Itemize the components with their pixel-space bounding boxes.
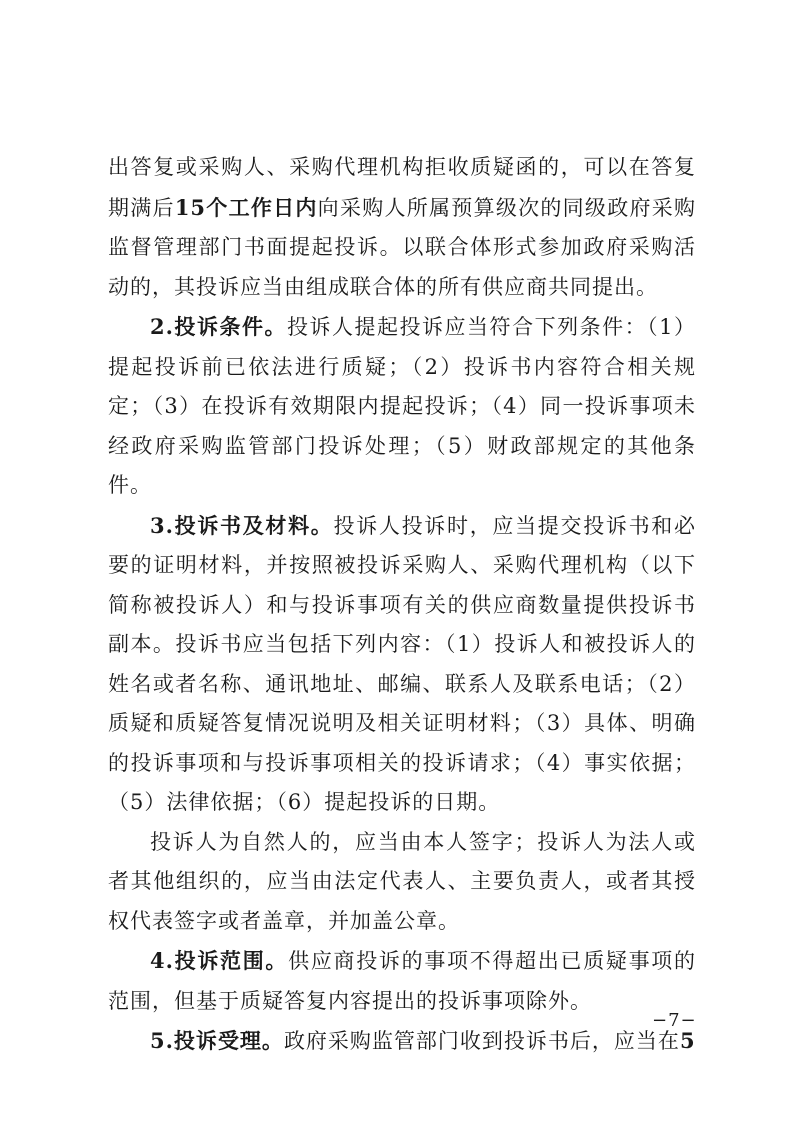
body-text: 出答复或采购人、采购代理机构拒收质疑函的，可以在答复期满后 <box>108 155 696 220</box>
paragraph-p5 <box>108 1021 696 1062</box>
bold-text: 3.投诉书及材料。 <box>150 512 334 538</box>
body-text: 向采购人所属预算级次的同级政府采购监督管理部门书面提起投诉。以联合体形式参加政府采购活动的，其投诉应当由组成联合体的所有供应商共同提出。 <box>108 195 697 299</box>
paragraph-p3 <box>108 823 696 942</box>
page-number: −7− <box>652 1010 697 1031</box>
paragraph-p1 <box>108 307 696 506</box>
bold-text: 2.投诉条件。 <box>150 314 287 339</box>
body-text: 投诉人提起投诉应当符合下列条件：（1）提起投诉前已依法进行质疑；（2）投诉书内容符合相关规定；（3）在投诉有效期限内提起投诉；（4）同一投诉事项未经政府采购监管部门投诉处理；（5）财政部规定的其他条件。 <box>108 315 696 497</box>
paragraph-p2 <box>108 506 696 823</box>
bold-text: 5 <box>679 1028 696 1053</box>
body-text: 政府采购监管部门收到投诉书后，应当在 <box>283 1029 680 1053</box>
body-text: 投诉人为自然人的，应当由本人签字；投诉人为法人或者其他组织的，应当由法定代表人、主要负责人，或者其授权代表签字或者盖章，并加盖公章。 <box>108 829 696 933</box>
bold-text: 15个工作日内 <box>174 194 318 220</box>
document-body <box>108 148 696 1062</box>
paragraph-p0 <box>108 148 696 307</box>
body-text: 投诉人投诉时，应当提交投诉书和必要的证明材料，并按照被投诉采购人、采购代理机构（以下简称被投诉人）和与投诉事项有关的供应商数量提供投诉书副本。投诉书应当包括下列内容：（1）投诉人和被投诉人的姓名或者名称、通讯地址、邮编、联系人及联系电话；（2）质疑和质疑答复情况说明及相关证明材料；（3）具体、明确的投诉事项和与投诉事项相关的投诉请求；（4）事实依据；（5）法律依据；（6）提起投诉的日期。 <box>108 513 696 814</box>
body-text: 供应商投诉的事项不得超出已质疑事项的范围，但基于质疑答复内容提出的投诉事项除外。 <box>108 949 696 1013</box>
bold-text: 4.投诉范围。 <box>150 948 289 973</box>
paragraph-p4 <box>108 941 696 1021</box>
bold-text: 5.投诉受理。 <box>150 1028 284 1053</box>
